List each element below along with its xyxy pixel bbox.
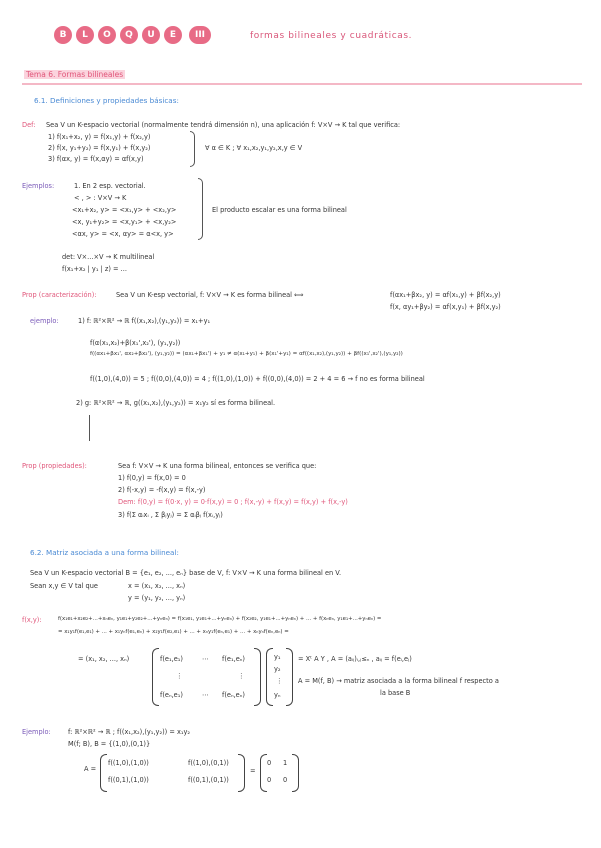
column-yn: yₙ: [274, 691, 281, 699]
matrix-entry-n1: f(eₙ,e₁): [160, 691, 183, 699]
matrix-note-2: la base B: [380, 689, 411, 697]
y-definition: y = (y₁, y₂, ..., yₙ): [128, 594, 186, 602]
matrix-hdots-top: ⋯: [202, 655, 209, 663]
definition-quantifiers: ∀ α ∈ K ; ∀ x₁,x₂,y₁,y₂,x,y ∈ V: [205, 144, 303, 152]
ejemplo-1-conclusion: f((1,0),(4,0)) = 5 ; f((0,0),(4,0)) = 4 ; f((1,0),(1,0)) + f((0,0),(4,0)) = 2 + 4 = 6 → f no es forma bilineal: [90, 375, 425, 383]
caracterizacion-cond-2: f(x, αy₁+βy₂) = αf(x,y₁) + βf(x,y₂): [390, 303, 501, 311]
matrix-vdots-left: ⋮: [176, 672, 183, 680]
ejemplo-matrix-22: f((0,1),(0,1)): [188, 776, 229, 784]
ejemplo-equals: =: [250, 767, 256, 775]
examples-tag: Ejemplos:: [22, 182, 55, 190]
ejemplo-2: 2) g: ℝ²×ℝ² → ℝ, g((x₁,x₂),(y₁,y₂)) = x₁y₂ sí es forma bilineal.: [76, 399, 276, 407]
definition-item-3: 3) f(αx, y) = f(x,αy) = αf(x,y): [48, 155, 144, 163]
example-line-5: <αx, y> = <x, αy> = α<x, y>: [72, 230, 174, 238]
bloque-letter: L: [76, 26, 94, 44]
ejemplo-result-12: 1: [283, 759, 288, 767]
matrix-paren-right: [254, 648, 261, 706]
example-line-2: < , > : V×V → K: [74, 194, 127, 202]
bloque-letter: O: [98, 26, 116, 44]
caracterizacion-cond-1: f(αx₁+βx₂, y) = αf(x₁,y) + βf(x₂,y): [390, 291, 501, 299]
bloque-letter: B: [54, 26, 72, 44]
definition-tag: Def:: [22, 121, 36, 129]
ejemplo-62-line-2: M(f; B), B = {(1,0),(0,1)}: [68, 740, 151, 748]
column-paren-right: [286, 648, 293, 706]
section-6-1-title: 6.1. Definiciones y propiedades básicas:: [34, 96, 179, 105]
page-title: formas bilineales y cuadráticas.: [250, 31, 413, 41]
ejemplo-62-tag: Ejemplo:: [22, 728, 51, 736]
examples-brace: [198, 178, 203, 240]
column-y2: y₂: [274, 665, 281, 673]
ejemplo-result-11: 0: [267, 759, 272, 767]
matriz-setup-line-1: Sea V un K-espacio vectorial B = {e₁, e₂, ..., eₙ} base de V, f: V×V → K una forma bilineal en V.: [30, 569, 342, 577]
ejemplo-1-step-a: f(α(x₁,x₂)+β(x₁',x₂'), (y₁,y₂)): [90, 339, 181, 347]
propiedad-2: 2) f(-x,y) = -f(x,y) = f(x,-y): [118, 486, 206, 494]
column-y1: y₁: [274, 653, 281, 661]
example-line-4: <x, y₁+y₂> = <x,y₁> + <x,y₂>: [72, 218, 177, 226]
fxy-expansion-1: f(x₁e₁+x₂e₂+...+xₙeₙ, y₁e₁+y₂e₂+...+yₙeₙ) = f(x₁e₁, y₁e₁+...+yₙeₙ) + f(x₂e₂, y₁e₁+...+yₙeₙ) + ... + f(xₙeₙ, y₁e₁+...+yₙeₙ) =: [58, 616, 382, 622]
definition-text: Sea V un K-espacio vectorial (normalmente tendrá dimensión n), una aplicación f: V×V → K tal que verifica:: [46, 121, 401, 129]
matrix-row-vector: = (x₁, x₂, ..., xₙ): [78, 655, 130, 663]
ejemplo-result-paren-right: [292, 754, 299, 792]
matrix-entry-11: f(e₁,e₁): [160, 655, 183, 663]
examples-conclusion: El producto escalar es una forma bilineal: [212, 206, 347, 214]
example-line-3: <x₁+x₂, y> = <x₁,y> + <x₂,y>: [72, 206, 177, 214]
propiedad-3: 3) f(Σ αᵢxᵢ , Σ βⱼyⱼ) = Σ αᵢβⱼ f(xᵢ,yⱼ): [118, 511, 223, 519]
caracterizacion-tag: Prop (caracterización):: [22, 291, 97, 299]
matrix-result: = Xᵗ A Y , A = (aᵢⱼ)ᵢ,ⱼ≤ₙ , aᵢⱼ = f(eᵢ,eⱼ): [298, 655, 412, 663]
bloque-number: III: [189, 26, 211, 44]
column-vdots: ⋮: [276, 677, 283, 685]
section-6-2-title: 6.2. Matriz asociada a una forma bilineal:: [30, 548, 179, 557]
ejemplo-matrix-paren-left: [100, 754, 107, 792]
ejemplo-matrix-12: f((1,0),(0,1)): [188, 759, 229, 767]
propiedades-text: Sea f: V×V → K una forma bilineal, entonces se verifica que:: [118, 462, 317, 470]
matrix-entry-1n: f(e₁,eₙ): [222, 655, 245, 663]
bloque-letter: U: [142, 26, 160, 44]
ejemplo-tag: ejemplo:: [30, 317, 59, 325]
propiedades-tag: Prop (propiedades):: [22, 462, 87, 470]
bloque-title-bubbles: [54, 26, 211, 44]
ejemplo-matrix-11: f((1,0),(1,0)): [108, 759, 149, 767]
matrix-hdots-bottom: ⋯: [202, 691, 209, 699]
definition-item-1: 1) f(x₁+x₂, y) = f(x₁,y) + f(x₂,y): [48, 133, 151, 141]
det-example: f(x₁+x₂ | y₁ | z) = ...: [62, 265, 127, 273]
ejemplo-result-22: 0: [283, 776, 288, 784]
matrix-entry-nn: f(eₙ,eₙ): [222, 691, 245, 699]
propiedad-1: 1) f(0,y) = f(x,0) = 0: [118, 474, 186, 482]
bloque-letter: Q: [120, 26, 138, 44]
x-definition: x = (x₁, x₂, ..., xₙ): [128, 582, 186, 590]
topic-label-text: Tema 6. Formas bilineales: [26, 70, 124, 79]
matrix-note: A = M(f, B) → matriz asociada a la forma bilineal f respecto a: [298, 677, 499, 685]
fxy-tag: f(x,y):: [22, 616, 42, 624]
propiedad-demostracion: Dem: f(0,y) = f(0·x, y) = 0·f(x,y) = 0 ; f(x,-y) + f(x,y) = f(x,y) + f(x,-y): [118, 498, 348, 506]
caracterizacion-text: Sea V un K-esp vectorial, f: V×V → K es forma bilineal ⟺: [116, 291, 304, 299]
matrix-paren-left: [152, 648, 159, 706]
topic-label: [24, 70, 125, 79]
matrix-vdots-right: ⋮: [238, 672, 245, 680]
ejemplo-62-line-1: f: ℝ²×ℝ² → ℝ ; f((x₁,x₂),(y₁,y₂)) = x₁y₂: [68, 728, 191, 736]
ejemplo-result-21: 0: [267, 776, 272, 784]
definition-brace: [190, 131, 195, 167]
bloque-letter: E: [164, 26, 182, 44]
ejemplo-62-A: A =: [84, 765, 97, 773]
ejemplo-result-paren-left: [260, 754, 267, 792]
fxy-expansion-2: = x₁y₁f(e₁,e₁) + ... + x₁yₙf(e₁,eₙ) + x₂y₁f(e₂,e₁) + ... + xₙy₁f(eₙ,e₁) + ... + xₙyₙf(eₙ,eₙ) =: [58, 629, 289, 635]
ejemplo-1: 1) f: ℝ²×ℝ² → ℝ f((x₁,x₂),(y₁,y₂)) = x₁+y₁: [78, 317, 211, 325]
matriz-setup-line-2: Sean x,y ∈ V tal que: [30, 582, 98, 590]
definition-item-2: 2) f(x, y₁+y₂) = f(x,y₁) + f(x,y₂): [48, 144, 151, 152]
ejemplo-matrix-21: f((0,1),(1,0)): [108, 776, 149, 784]
example-line-1: 1. En 2 esp. vectorial.: [74, 182, 146, 190]
margin-mark: [89, 415, 90, 441]
ejemplo-matrix-paren-right: [238, 754, 245, 792]
ejemplo-1-step-b: f((αx₁+βx₁', αx₂+βx₂'), (y₁,y₂)) = (αx₁+βx₁') + y₁ ≠ α(x₁+y₁) + β(x₁'+y₁) = αf((x₁,x₂),(y₁,y₂)) + βf((x₁',x₂'),(y₁,y₂)): [90, 351, 403, 357]
column-paren-left: [266, 648, 273, 706]
det-multilineal: det: V×...×V → K multilineal: [62, 253, 155, 261]
